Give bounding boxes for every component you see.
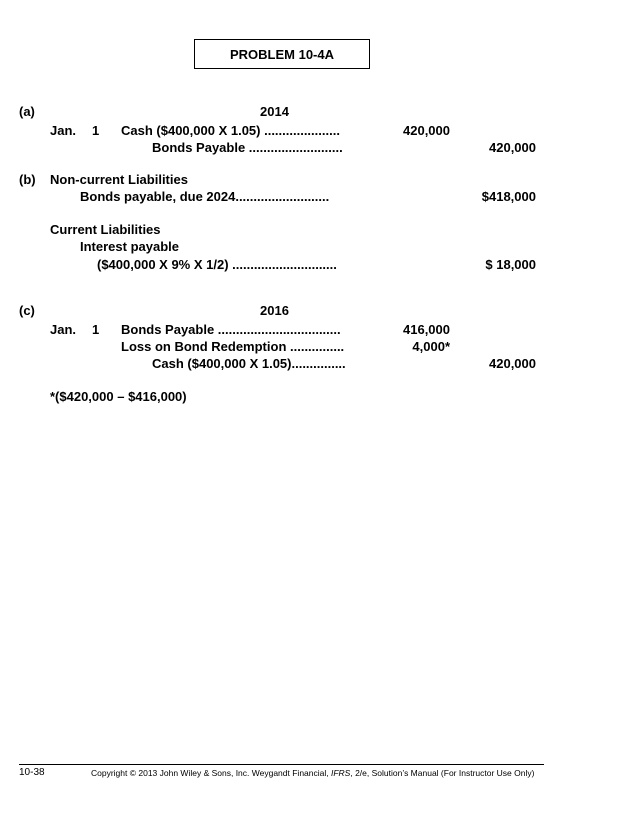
footer-copyright-prefix: Copyright © 2013 John Wiley & Sons, Inc. Weygandt Financial, [91,768,331,778]
bonds-payable-line: Bonds payable, due 2024.......................... [80,189,330,204]
footer-copyright-suffix: , 2/e, Solution’s Manual (For Instructor Use Only) [350,768,535,778]
part-a-label: (a) [19,104,35,119]
footer-copyright-italic: IFRS [330,768,351,778]
noncurrent-liabilities-heading: Non-current Liabilities [50,172,188,187]
part-c-label: (c) [19,303,35,318]
interest-payable-label: Interest payable [80,239,179,254]
part-a-date-month: Jan. [50,123,77,138]
part-a-entry-cash-account: Cash ($400,000 X 1.05) ..................... [121,123,340,138]
interest-payable-calc: ($400,000 X 9% X 1/2) ............................. [97,257,337,272]
part-a-entry-cash-debit: 420,000 [403,123,450,138]
part-a-entry-bonds-credit: 420,000 [489,140,536,155]
bonds-payable-amount: $418,000 [481,189,536,204]
part-c-date-month: Jan. [50,322,77,337]
problem-title: PROBLEM 10-4A [194,39,370,69]
part-c-entry-cash-credit: 420,000 [489,356,536,371]
part-c-date-day: 1 [92,322,100,337]
part-a-year: 2014 [260,104,289,119]
part-c-entry-bonds-debit: 416,000 [403,322,450,337]
part-b-label: (b) [19,172,36,187]
footer-rule [19,764,544,765]
part-a-entry-bonds-account: Bonds Payable .......................... [152,140,343,155]
part-c-year: 2016 [260,303,289,318]
part-c-entry-cash-account: Cash ($400,000 X 1.05)............... [152,356,346,371]
current-liabilities-heading: Current Liabilities [50,222,161,237]
interest-payable-amount: $ 18,000 [485,257,536,272]
part-c-entry-bonds-account: Bonds Payable .................................. [121,322,341,337]
part-a-date-day: 1 [92,123,100,138]
part-c-footnote: *($420,000 – $416,000) [50,389,187,404]
part-c-entry-loss-account: Loss on Bond Redemption ............... [121,339,345,354]
footer-copyright [91,768,534,778]
part-c-entry-loss-debit: 4,000* [412,339,450,354]
footer-page-number: 10-38 [19,767,45,778]
